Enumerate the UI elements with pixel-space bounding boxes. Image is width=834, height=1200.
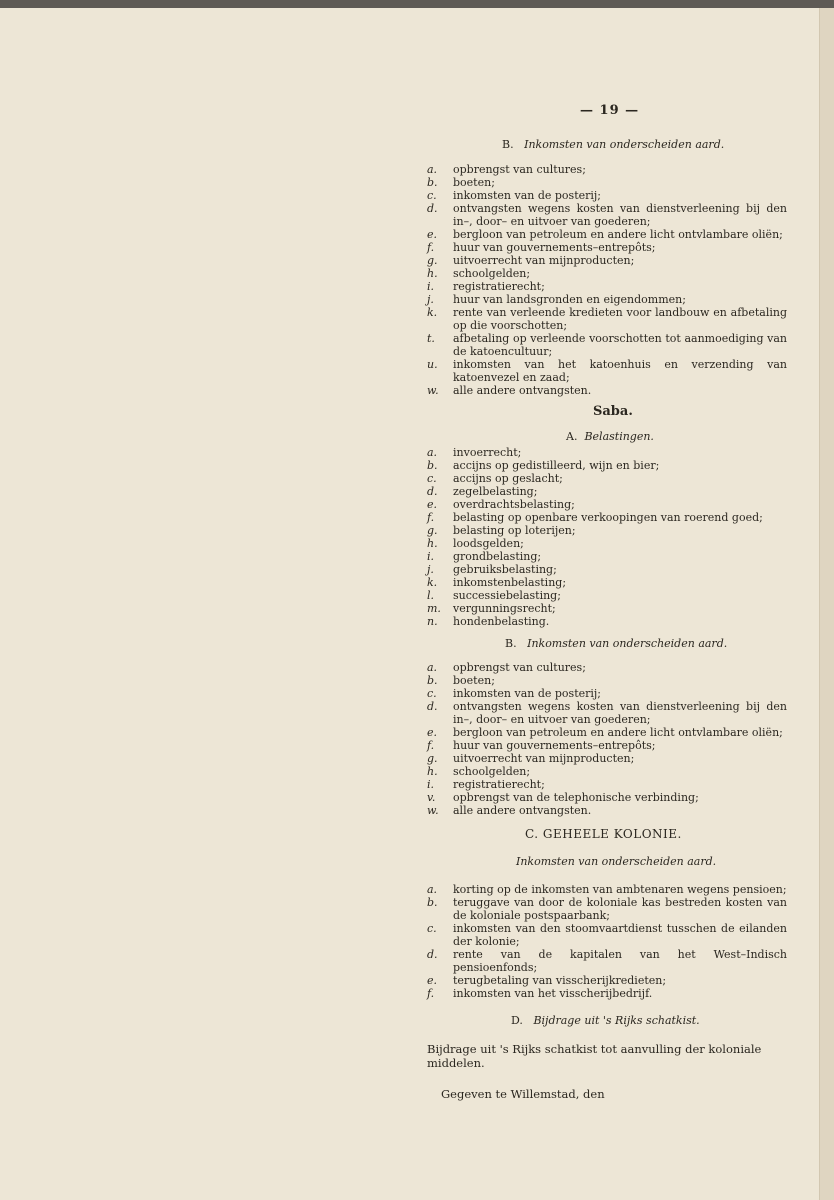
list-item-text: zegelbelasting; — [453, 485, 538, 498]
section-b-heading — [502, 138, 724, 151]
list-item-text: accijns op gedistilleerd, wijn en bier; — [453, 459, 660, 472]
list-item — [427, 752, 787, 765]
list-item-text: korting op de inkomsten van ambtenaren wegens pensioen; — [453, 883, 787, 896]
list-item-text: accijns op geslacht; — [453, 472, 563, 485]
list-item-letter: b. — [427, 459, 438, 472]
list-item-text: boeten; — [453, 674, 495, 687]
saba-b-heading — [505, 637, 727, 650]
list-item — [427, 974, 787, 987]
list-item — [427, 563, 787, 576]
rijk-heading — [511, 1014, 700, 1027]
list-item-text: successiebelasting; — [453, 589, 561, 602]
list-item-letter: v. — [427, 791, 436, 804]
list-item — [427, 293, 787, 306]
list-item — [427, 896, 787, 922]
list-item — [427, 615, 787, 628]
saba-b-letter: B. — [505, 637, 517, 650]
list-item-letter: f. — [427, 511, 435, 524]
kolonie-list — [427, 883, 787, 1000]
list-item — [427, 700, 787, 726]
list-item-letter: c. — [427, 189, 437, 202]
list-item-text: inkomsten van het katoenhuis en verzending van katoenvezel en zaad; — [453, 358, 787, 384]
list-item-letter: d. — [427, 948, 438, 961]
list-item-text: gebruiksbelasting; — [453, 563, 557, 576]
list-item-text: opbrengst van de telephonische verbinding; — [453, 791, 699, 804]
list-item — [427, 176, 787, 189]
list-item-text: inkomstenbelasting; — [453, 576, 567, 589]
list-item-letter: m. — [427, 602, 441, 615]
list-item — [427, 550, 787, 563]
list-item-letter: u. — [427, 358, 438, 371]
list-item — [427, 202, 787, 228]
list-item-text: opbrengst van cultures; — [453, 661, 586, 674]
list-item-letter: t. — [427, 332, 435, 345]
list-item — [427, 189, 787, 202]
list-item-letter: e. — [427, 498, 438, 511]
list-item-letter: l. — [427, 589, 435, 602]
list-item-text: bergloon van petroleum en andere licht ontvlambare oliën; — [453, 228, 783, 241]
list-item-text: uitvoerrecht van mijnproducten; — [453, 254, 635, 267]
list-item-letter: f. — [427, 987, 435, 1000]
list-item-text: uitvoerrecht van mijnproducten; — [453, 752, 635, 765]
list-item-letter: d. — [427, 700, 438, 713]
list-item — [427, 537, 787, 550]
list-item-text: belasting op loterijen; — [453, 524, 576, 537]
list-item — [427, 948, 787, 974]
page-number: — 19 — — [580, 103, 640, 118]
list-item — [427, 459, 787, 472]
list-item-letter: j. — [427, 563, 434, 576]
kolonie-subheading — [516, 855, 716, 868]
list-item — [427, 228, 787, 241]
rijk-letter: D. — [511, 1014, 523, 1027]
list-item-letter: i. — [427, 550, 435, 563]
list-item-text: inkomsten van de posterij; — [453, 189, 602, 202]
list-item — [427, 589, 787, 602]
list-item-letter: i. — [427, 280, 435, 293]
list-item-letter: a. — [427, 163, 438, 176]
list-item-letter: f. — [427, 241, 435, 254]
list-item-letter: j. — [427, 293, 434, 306]
list-item — [427, 922, 787, 948]
saba-a-title: Belastingen. — [584, 430, 654, 443]
list-item-text: registratierecht; — [453, 280, 545, 293]
list-item-text: opbrengst van cultures; — [453, 163, 586, 176]
closing-line: Gegeven te Willemstad, den — [441, 1087, 605, 1101]
list-item-text: overdrachtsbelasting; — [453, 498, 575, 511]
list-item — [427, 726, 787, 739]
list-item-text: huur van landsgronden en eigendommen; — [453, 293, 686, 306]
list-item-text: belasting op openbare verkoopingen van roerend goed; — [453, 511, 763, 524]
list-item-letter: g. — [427, 524, 438, 537]
list-item — [427, 306, 787, 332]
section-b-letter: B. — [502, 138, 514, 151]
saba-a-letter: A. — [566, 430, 578, 443]
list-item-letter: a. — [427, 661, 438, 674]
list-item — [427, 332, 787, 358]
list-item — [427, 987, 787, 1000]
list-item-text: vergunningsrecht; — [453, 602, 556, 615]
list-item-text: afbetaling op verleende voorschotten tot aanmoediging van de katoencultuur; — [453, 332, 787, 358]
list-item-letter: g. — [427, 752, 438, 765]
list-item-text: registratierecht; — [453, 778, 545, 791]
section-b-title: Inkomsten van onderscheiden aard. — [524, 138, 725, 151]
saba-title: Saba. — [593, 404, 633, 419]
list-item — [427, 661, 787, 674]
list-item-text: rente van verleende kredieten voor landbouw en afbetaling op die voorschotten; — [453, 306, 787, 332]
saba-a-list — [427, 446, 787, 628]
rijk-title: Bijdrage uit 's Rijks schatkist. — [533, 1014, 700, 1027]
list-item — [427, 446, 787, 459]
scan-right-edge — [819, 8, 834, 1200]
list-item — [427, 765, 787, 778]
list-item-text: ontvangsten wegens kosten van dienstverleening bij den in–, door– en uitvoer van goederen; — [453, 700, 787, 726]
list-item-text: inkomsten van den stoomvaartdienst tusschen de eilanden der kolonie; — [453, 922, 787, 948]
list-item-text: loodsgelden; — [453, 537, 524, 550]
list-item-letter: f. — [427, 739, 435, 752]
list-item-text: rente van de kapitalen van het West–Indisch pensioenfonds; — [453, 948, 787, 974]
list-item — [427, 602, 787, 615]
list-item-letter: w. — [427, 804, 439, 817]
rijk-paragraph-text: Bijdrage uit 's Rijks schatkist tot aanvulling der koloniale middelen. — [427, 1042, 762, 1070]
list-item-letter: k. — [427, 306, 438, 319]
list-item-letter: e. — [427, 726, 438, 739]
list-item — [427, 280, 787, 293]
list-item-letter: b. — [427, 674, 438, 687]
list-item-letter: c. — [427, 687, 437, 700]
list-item — [427, 485, 787, 498]
list-item — [427, 254, 787, 267]
list-item-text: boeten; — [453, 176, 495, 189]
kolonie-subheading-text: Inkomsten van onderscheiden aard. — [516, 855, 717, 868]
list-item-letter: k. — [427, 576, 438, 589]
rijk-paragraph — [427, 1042, 787, 1070]
list-item — [427, 472, 787, 485]
list-item-letter: c. — [427, 472, 437, 485]
saba-b-list — [427, 661, 787, 817]
list-item-text: hondenbelasting. — [453, 615, 550, 628]
list-item — [427, 791, 787, 804]
list-item-text: huur van gouvernements–entrepôts; — [453, 241, 656, 254]
list-item-letter: b. — [427, 896, 438, 909]
list-item — [427, 804, 787, 817]
list-item — [427, 241, 787, 254]
list-item — [427, 674, 787, 687]
list-item-letter: d. — [427, 485, 438, 498]
list-item — [427, 267, 787, 280]
list-item-text: schoolgelden; — [453, 267, 531, 280]
list-item — [427, 883, 787, 896]
list-item-letter: h. — [427, 267, 438, 280]
list-item-text: grondbelasting; — [453, 550, 542, 563]
list-item-text: huur van gouvernements–entrepôts; — [453, 739, 656, 752]
list-item-text: inkomsten van de posterij; — [453, 687, 602, 700]
list-item-letter: h. — [427, 765, 438, 778]
list-item-text: ontvangsten wegens kosten van dienstverleening bij den in–, door– en uitvoer van goederen; — [453, 202, 787, 228]
list-item-letter: d. — [427, 202, 438, 215]
saba-b-title: Inkomsten van onderscheiden aard. — [527, 637, 728, 650]
list-item-text: bergloon van petroleum en andere licht ontvlambare oliën; — [453, 726, 783, 739]
list-item-letter: e. — [427, 974, 438, 987]
list-item — [427, 511, 787, 524]
list-item-letter: b. — [427, 176, 438, 189]
list-item — [427, 739, 787, 752]
list-item — [427, 163, 787, 176]
list-item-text: alle andere ontvangsten. — [453, 804, 592, 817]
list-item-letter: h. — [427, 537, 438, 550]
list-item-letter: c. — [427, 922, 437, 935]
list-item-letter: a. — [427, 883, 438, 896]
list-item-letter: e. — [427, 228, 438, 241]
saba-a-heading — [566, 430, 654, 443]
list-item — [427, 778, 787, 791]
list-item-text: inkomsten van het visscherijbedrijf. — [453, 987, 653, 1000]
list-item — [427, 358, 787, 384]
curacao-b-list — [427, 163, 787, 397]
kolonie-title: C. GEHEELE KOLONIE. — [525, 827, 682, 841]
list-item-letter: i. — [427, 778, 435, 791]
list-item-letter: g. — [427, 254, 438, 267]
scan-top-edge — [0, 0, 834, 8]
list-item — [427, 498, 787, 511]
list-item — [427, 687, 787, 700]
list-item — [427, 576, 787, 589]
list-item-text: schoolgelden; — [453, 765, 531, 778]
list-item-letter: a. — [427, 446, 438, 459]
list-item-text: alle andere ontvangsten. — [453, 384, 592, 397]
list-item — [427, 384, 787, 397]
list-item-text: teruggave van door de koloniale kas bestreden kosten van de koloniale postspaarbank; — [453, 896, 787, 922]
list-item — [427, 524, 787, 537]
list-item-text: terugbetaling van visscherijkredieten; — [453, 974, 667, 987]
list-item-letter: w. — [427, 384, 439, 397]
list-item-letter: n. — [427, 615, 438, 628]
list-item-text: invoerrecht; — [453, 446, 522, 459]
